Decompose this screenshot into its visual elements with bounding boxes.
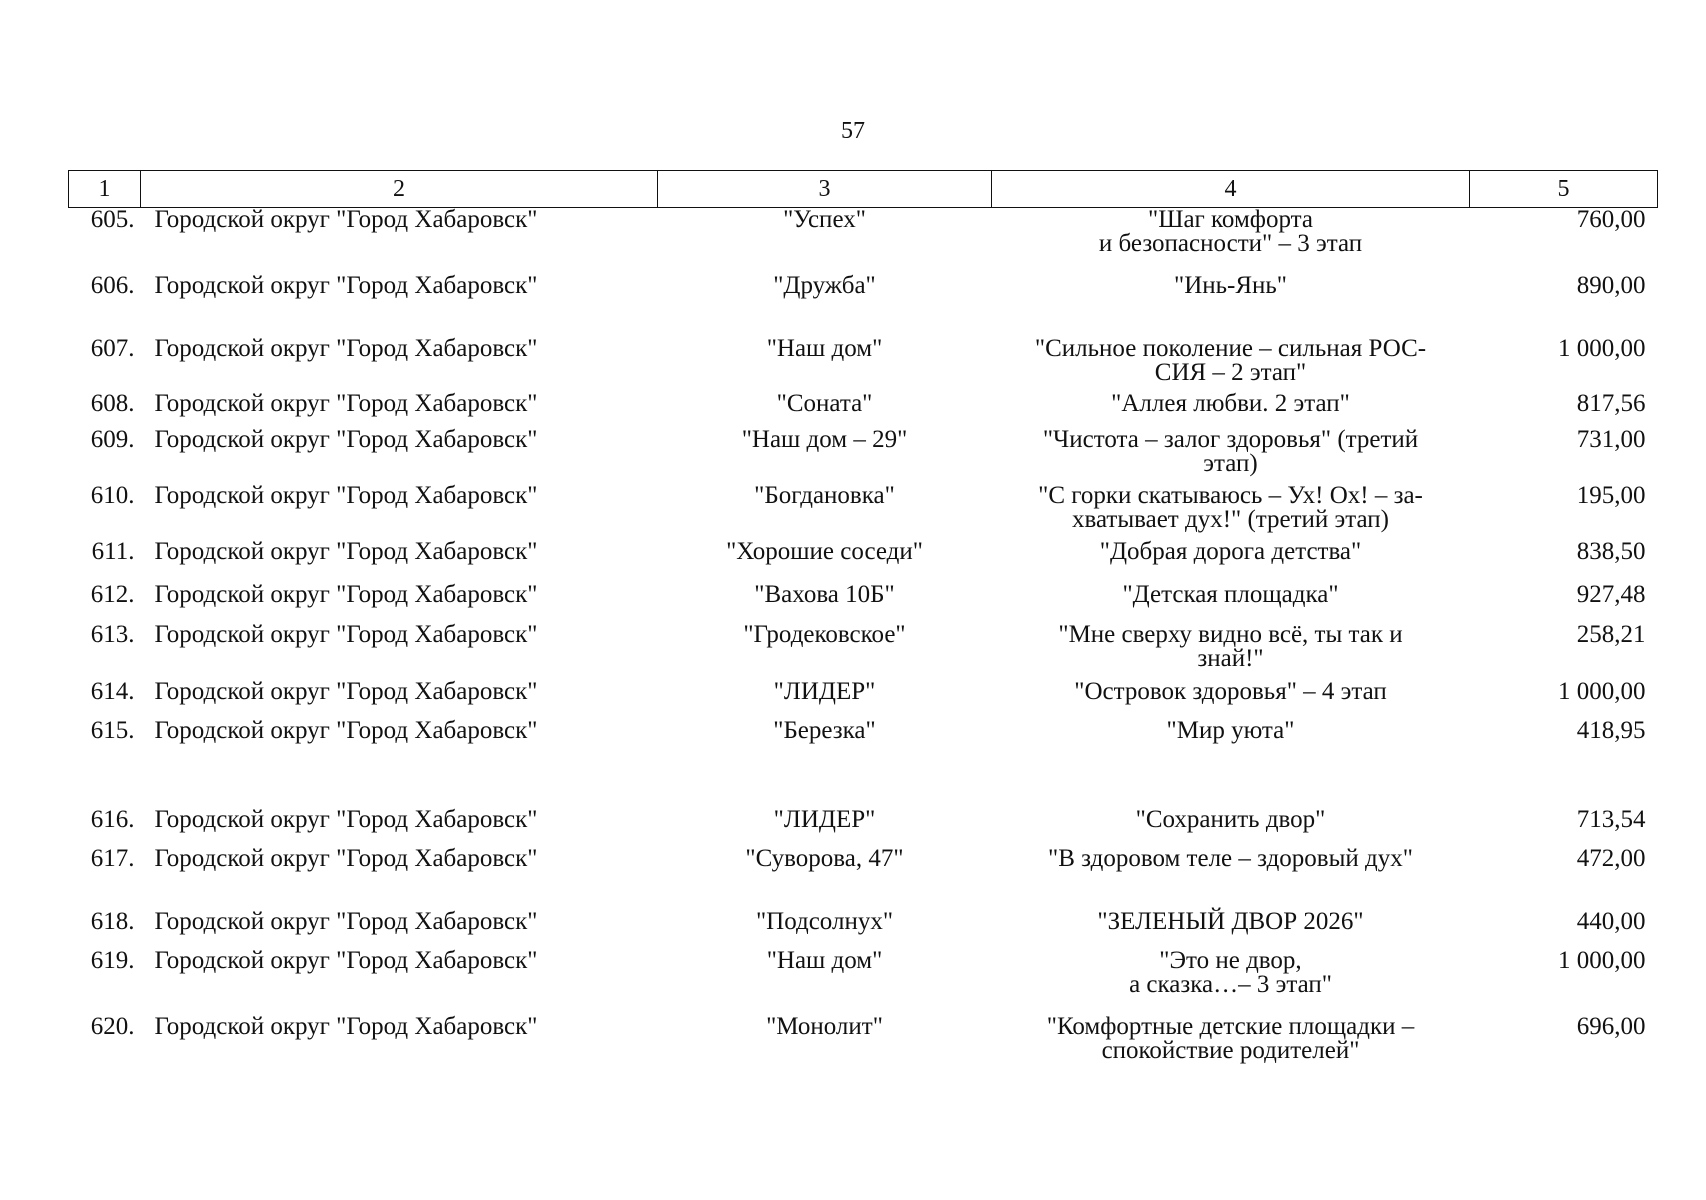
project-line: СИЯ – 2 этап" bbox=[1154, 358, 1307, 386]
municipality-cell: Городской округ "Город Хабаровск" bbox=[154, 1012, 538, 1040]
row-number: 614. bbox=[90, 677, 135, 705]
page-number: 57 bbox=[841, 118, 865, 144]
project-line: "Сохранить двор" bbox=[1135, 805, 1326, 833]
project-cell bbox=[992, 946, 1470, 1015]
table-header bbox=[69, 171, 1658, 208]
table-row bbox=[69, 808, 1658, 847]
project-line: "Это не двор, bbox=[1159, 946, 1302, 974]
municipality-cell: Городской округ "Город Хабаровск" bbox=[154, 716, 538, 744]
table-body bbox=[69, 208, 1658, 1070]
project-line: и безопасности" – 3 этап bbox=[1098, 230, 1363, 257]
amount-cell: 927,48 bbox=[1576, 580, 1646, 608]
project-line: "Добрая дорога детства" bbox=[1099, 537, 1362, 565]
table-row bbox=[69, 428, 1658, 484]
amount-cell: 195,00 bbox=[1576, 481, 1646, 509]
project-line: "Шаг комфорта bbox=[1148, 206, 1313, 233]
organization-cell: "Успех" bbox=[783, 206, 866, 233]
amount-cell: 258,21 bbox=[1576, 620, 1646, 648]
organization-cell: "Вахова 10Б" bbox=[754, 580, 895, 608]
row-number: 605. bbox=[90, 206, 135, 233]
organization-cell: "Богдановка" bbox=[754, 481, 895, 509]
organization-cell: "ЛИДЕР" bbox=[773, 805, 876, 833]
project-line: хватывает дух!" (третий этап) bbox=[1071, 505, 1389, 533]
row-number: 620. bbox=[90, 1012, 135, 1040]
amount-cell: 817,56 bbox=[1576, 389, 1646, 417]
amount-cell: 418,95 bbox=[1576, 716, 1646, 744]
row-number: 617. bbox=[90, 844, 135, 872]
project-line: "Инь-Янь" bbox=[1173, 271, 1288, 299]
grants-table bbox=[68, 170, 1658, 1070]
row-number: 616. bbox=[90, 805, 135, 833]
amount-cell: 1 000,00 bbox=[1558, 334, 1646, 362]
header-col-4: 4 bbox=[992, 171, 1470, 208]
header-col-3: 3 bbox=[658, 171, 992, 208]
table-row bbox=[69, 680, 1658, 719]
row-number: 609. bbox=[90, 425, 135, 453]
project-line: "Детская площадка" bbox=[1122, 580, 1339, 608]
municipality-cell: Городской округ "Город Хабаровск" bbox=[154, 805, 538, 833]
project-line: знай!" bbox=[1197, 644, 1264, 672]
row-number: 619. bbox=[90, 946, 135, 974]
header-col-2: 2 bbox=[141, 171, 658, 208]
organization-cell: "Березка" bbox=[773, 716, 876, 744]
row-number: 610. bbox=[90, 481, 135, 509]
table-row bbox=[69, 208, 1658, 274]
project-line: "Островок здоровья" – 4 этап bbox=[1074, 677, 1387, 705]
organization-cell: "Наш дом" bbox=[766, 334, 883, 362]
header-col-5: 5 bbox=[1470, 171, 1658, 208]
project-line: "Чистота – залог здоровья" (третий bbox=[1042, 425, 1419, 453]
organization-cell: "Гродековское" bbox=[743, 620, 906, 648]
amount-cell: 760,00 bbox=[1576, 206, 1646, 233]
header-row bbox=[69, 171, 1658, 208]
project-cell bbox=[992, 580, 1470, 623]
table-row bbox=[69, 337, 1658, 392]
amount-cell: 440,00 bbox=[1576, 907, 1646, 935]
municipality-cell: Городской округ "Город Хабаровск" bbox=[154, 334, 538, 362]
project-line: "ЗЕЛЕНЫЙ ДВОР 2026" bbox=[1097, 907, 1364, 935]
project-cell bbox=[992, 271, 1470, 337]
organization-cell: "Наш дом" bbox=[766, 946, 883, 974]
project-cell bbox=[992, 425, 1470, 484]
row-number: 607. bbox=[90, 334, 135, 362]
municipality-cell: Городской округ "Город Хабаровск" bbox=[154, 677, 538, 705]
municipality-cell: Городской округ "Город Хабаровск" bbox=[154, 844, 538, 872]
table-row bbox=[69, 1015, 1658, 1070]
row-number: 606. bbox=[90, 271, 135, 299]
municipality-cell: Городской округ "Город Хабаровск" bbox=[154, 206, 538, 233]
organization-cell: "Суворова, 47" bbox=[745, 844, 904, 872]
project-cell bbox=[992, 537, 1470, 583]
municipality-cell: Городской округ "Город Хабаровск" bbox=[154, 481, 538, 509]
table-row bbox=[69, 847, 1658, 910]
row-number: 608. bbox=[90, 389, 135, 417]
project-line: "Аллея любви. 2 этап" bbox=[1111, 389, 1350, 417]
municipality-cell: Городской округ "Город Хабаровск" bbox=[154, 580, 538, 608]
project-cell bbox=[992, 716, 1470, 808]
amount-cell: 731,00 bbox=[1576, 425, 1646, 453]
project-cell bbox=[992, 208, 1470, 274]
project-cell bbox=[992, 334, 1470, 392]
amount-cell: 1 000,00 bbox=[1558, 677, 1646, 705]
project-cell bbox=[992, 677, 1470, 719]
project-cell bbox=[992, 805, 1470, 847]
table-row bbox=[69, 392, 1658, 428]
project-line: "С горки скатываюсь – Ух! Ох! – за- bbox=[1038, 481, 1423, 509]
municipality-cell: Городской округ "Город Хабаровск" bbox=[154, 425, 538, 453]
project-cell bbox=[992, 844, 1470, 910]
project-line: "В здоровом теле – здоровый дух" bbox=[1048, 844, 1413, 872]
project-cell bbox=[992, 620, 1470, 680]
row-number: 615. bbox=[90, 716, 135, 744]
amount-cell: 696,00 bbox=[1576, 1012, 1646, 1040]
project-cell bbox=[992, 481, 1470, 540]
municipality-cell: Городской округ "Город Хабаровск" bbox=[154, 907, 538, 935]
table-row bbox=[69, 274, 1658, 337]
table-row bbox=[69, 949, 1658, 1015]
organization-cell: "ЛИДЕР" bbox=[773, 677, 876, 705]
amount-cell: 890,00 bbox=[1576, 271, 1646, 299]
organization-cell: "Хорошие соседи" bbox=[726, 537, 923, 565]
row-number: 612. bbox=[90, 580, 135, 608]
project-line: "Мне сверху видно всё, ты так и bbox=[1058, 620, 1403, 648]
amount-cell: 838,50 bbox=[1576, 537, 1646, 565]
table-row bbox=[69, 583, 1658, 623]
project-line: спокойствие родителей" bbox=[1101, 1036, 1360, 1064]
header-col-1: 1 bbox=[69, 171, 141, 208]
row-number: 618. bbox=[90, 907, 135, 935]
row-number: 613. bbox=[90, 620, 135, 648]
row-number: 611. bbox=[91, 537, 135, 565]
project-cell bbox=[992, 907, 1470, 949]
amount-cell: 1 000,00 bbox=[1558, 946, 1646, 974]
amount-cell: 713,54 bbox=[1576, 805, 1646, 833]
project-line: этап) bbox=[1203, 449, 1258, 477]
table-row bbox=[69, 623, 1658, 680]
organization-cell: "Монолит" bbox=[766, 1012, 883, 1040]
organization-cell: "Наш дом – 29" bbox=[741, 425, 908, 453]
organization-cell: "Соната" bbox=[776, 389, 873, 417]
project-cell bbox=[992, 1012, 1470, 1070]
municipality-cell: Городской округ "Город Хабаровск" bbox=[154, 271, 538, 299]
table-row bbox=[69, 540, 1658, 583]
project-cell bbox=[992, 389, 1470, 428]
project-line: "Комфортные детские площадки – bbox=[1046, 1012, 1415, 1040]
project-line: "Мир уюта" bbox=[1166, 716, 1295, 744]
project-line: "Сильное поколение – сильная РОС- bbox=[1034, 334, 1427, 362]
table-row bbox=[69, 910, 1658, 949]
table-row bbox=[69, 719, 1658, 808]
municipality-cell: Городской округ "Город Хабаровск" bbox=[154, 389, 538, 417]
municipality-cell: Городской округ "Город Хабаровск" bbox=[154, 620, 538, 648]
organization-cell: "Дружба" bbox=[773, 271, 876, 299]
municipality-cell: Городской округ "Город Хабаровск" bbox=[154, 946, 538, 974]
project-line: а сказка…– 3 этап" bbox=[1129, 970, 1332, 998]
organization-cell: "Подсолнух" bbox=[755, 907, 894, 935]
amount-cell: 472,00 bbox=[1576, 844, 1646, 872]
municipality-cell: Городской округ "Город Хабаровск" bbox=[154, 537, 538, 565]
table-row bbox=[69, 484, 1658, 540]
